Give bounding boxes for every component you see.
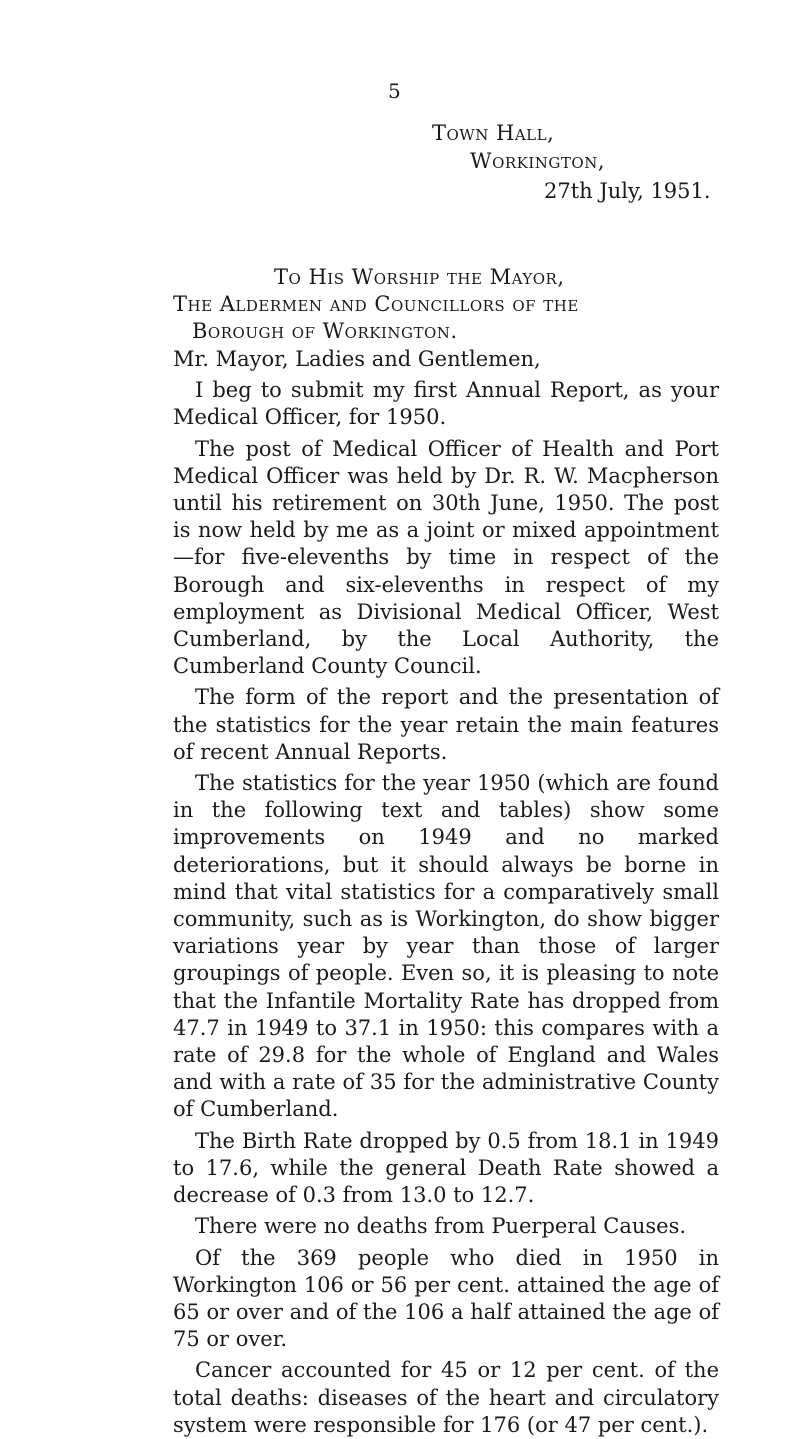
address-line-2: Workington, <box>470 149 606 173</box>
letter-body <box>173 346 719 1439</box>
addressee-block <box>173 264 694 346</box>
salutation: Mr. Mayor, Ladies and Gentlemen, <box>173 347 541 371</box>
addressee-line-1: To His Worship the Mayor, <box>274 265 565 289</box>
paragraph-3: The form of the report and the presentation of the statistics for the year retain the main features of recent Annual Reports. <box>173 685 719 764</box>
paragraph-4: The statistics for the year 1950 (which are found in the following text and tables) show some improvements on 1949 and no marked deteriorations, but it should always be borne in mind that vital statistics for a comparatively small community, such as is Workington, do show bigger variations year by year than those of larger groupings of people. Even so, it is pleasing to note that the Infantile Mortality Rate has dropped from 47.7 in 1949 to 37.1 in 1950: this compares with a rate of 29.8 for the whole of England and Wales and with a rate of 35 for the administrative County of Cumberland. <box>173 771 719 1122</box>
letter-date: 27th July, 1951. <box>544 179 711 203</box>
paragraph-6: There were no deaths from Puerperal Causes. <box>195 1214 687 1239</box>
address-line-1: Town Hall, <box>432 121 555 145</box>
paragraph-2: The post of Medical Officer of Health and Port Medical Officer was held by Dr. R. W. Macpherson until his retirement on 30th June, 1950. The post is now held by me as a joint or mixed appointment—for five-elevenths by time in respect of the Borough and six-elevenths in respect of my employment as Divisional Medical Officer, West Cumberland, by the Local Authority, the Cumberland County Council. <box>173 436 719 679</box>
page-number: 5 <box>388 79 401 103</box>
addressee-line-3: Borough of Workington. <box>192 319 458 344</box>
paragraph-1: I beg to submit my first Annual Report, as your Medical Officer, for 1950. <box>173 378 719 430</box>
paragraph-5: The Birth Rate dropped by 0.5 from 18.1 in 1949 to 17.6, while the general Death Rate showed a decrease of 0.3 from 13.0 to 12.7. <box>173 1128 719 1208</box>
paragraph-7: Of the 369 people who died in 1950 in Workington 106 or 56 per cent. attained the age of 65 or over and of the 106 a half attained the age of 75 or over. <box>173 1245 719 1352</box>
addressee-line-2: The Aldermen and Councillors of the <box>173 292 579 317</box>
paragraph-8: Cancer accounted for 45 or 12 per cent. of the total deaths: diseases of the heart and circulatory system were responsible for 176 (or 47 per cent.). <box>173 1358 719 1437</box>
